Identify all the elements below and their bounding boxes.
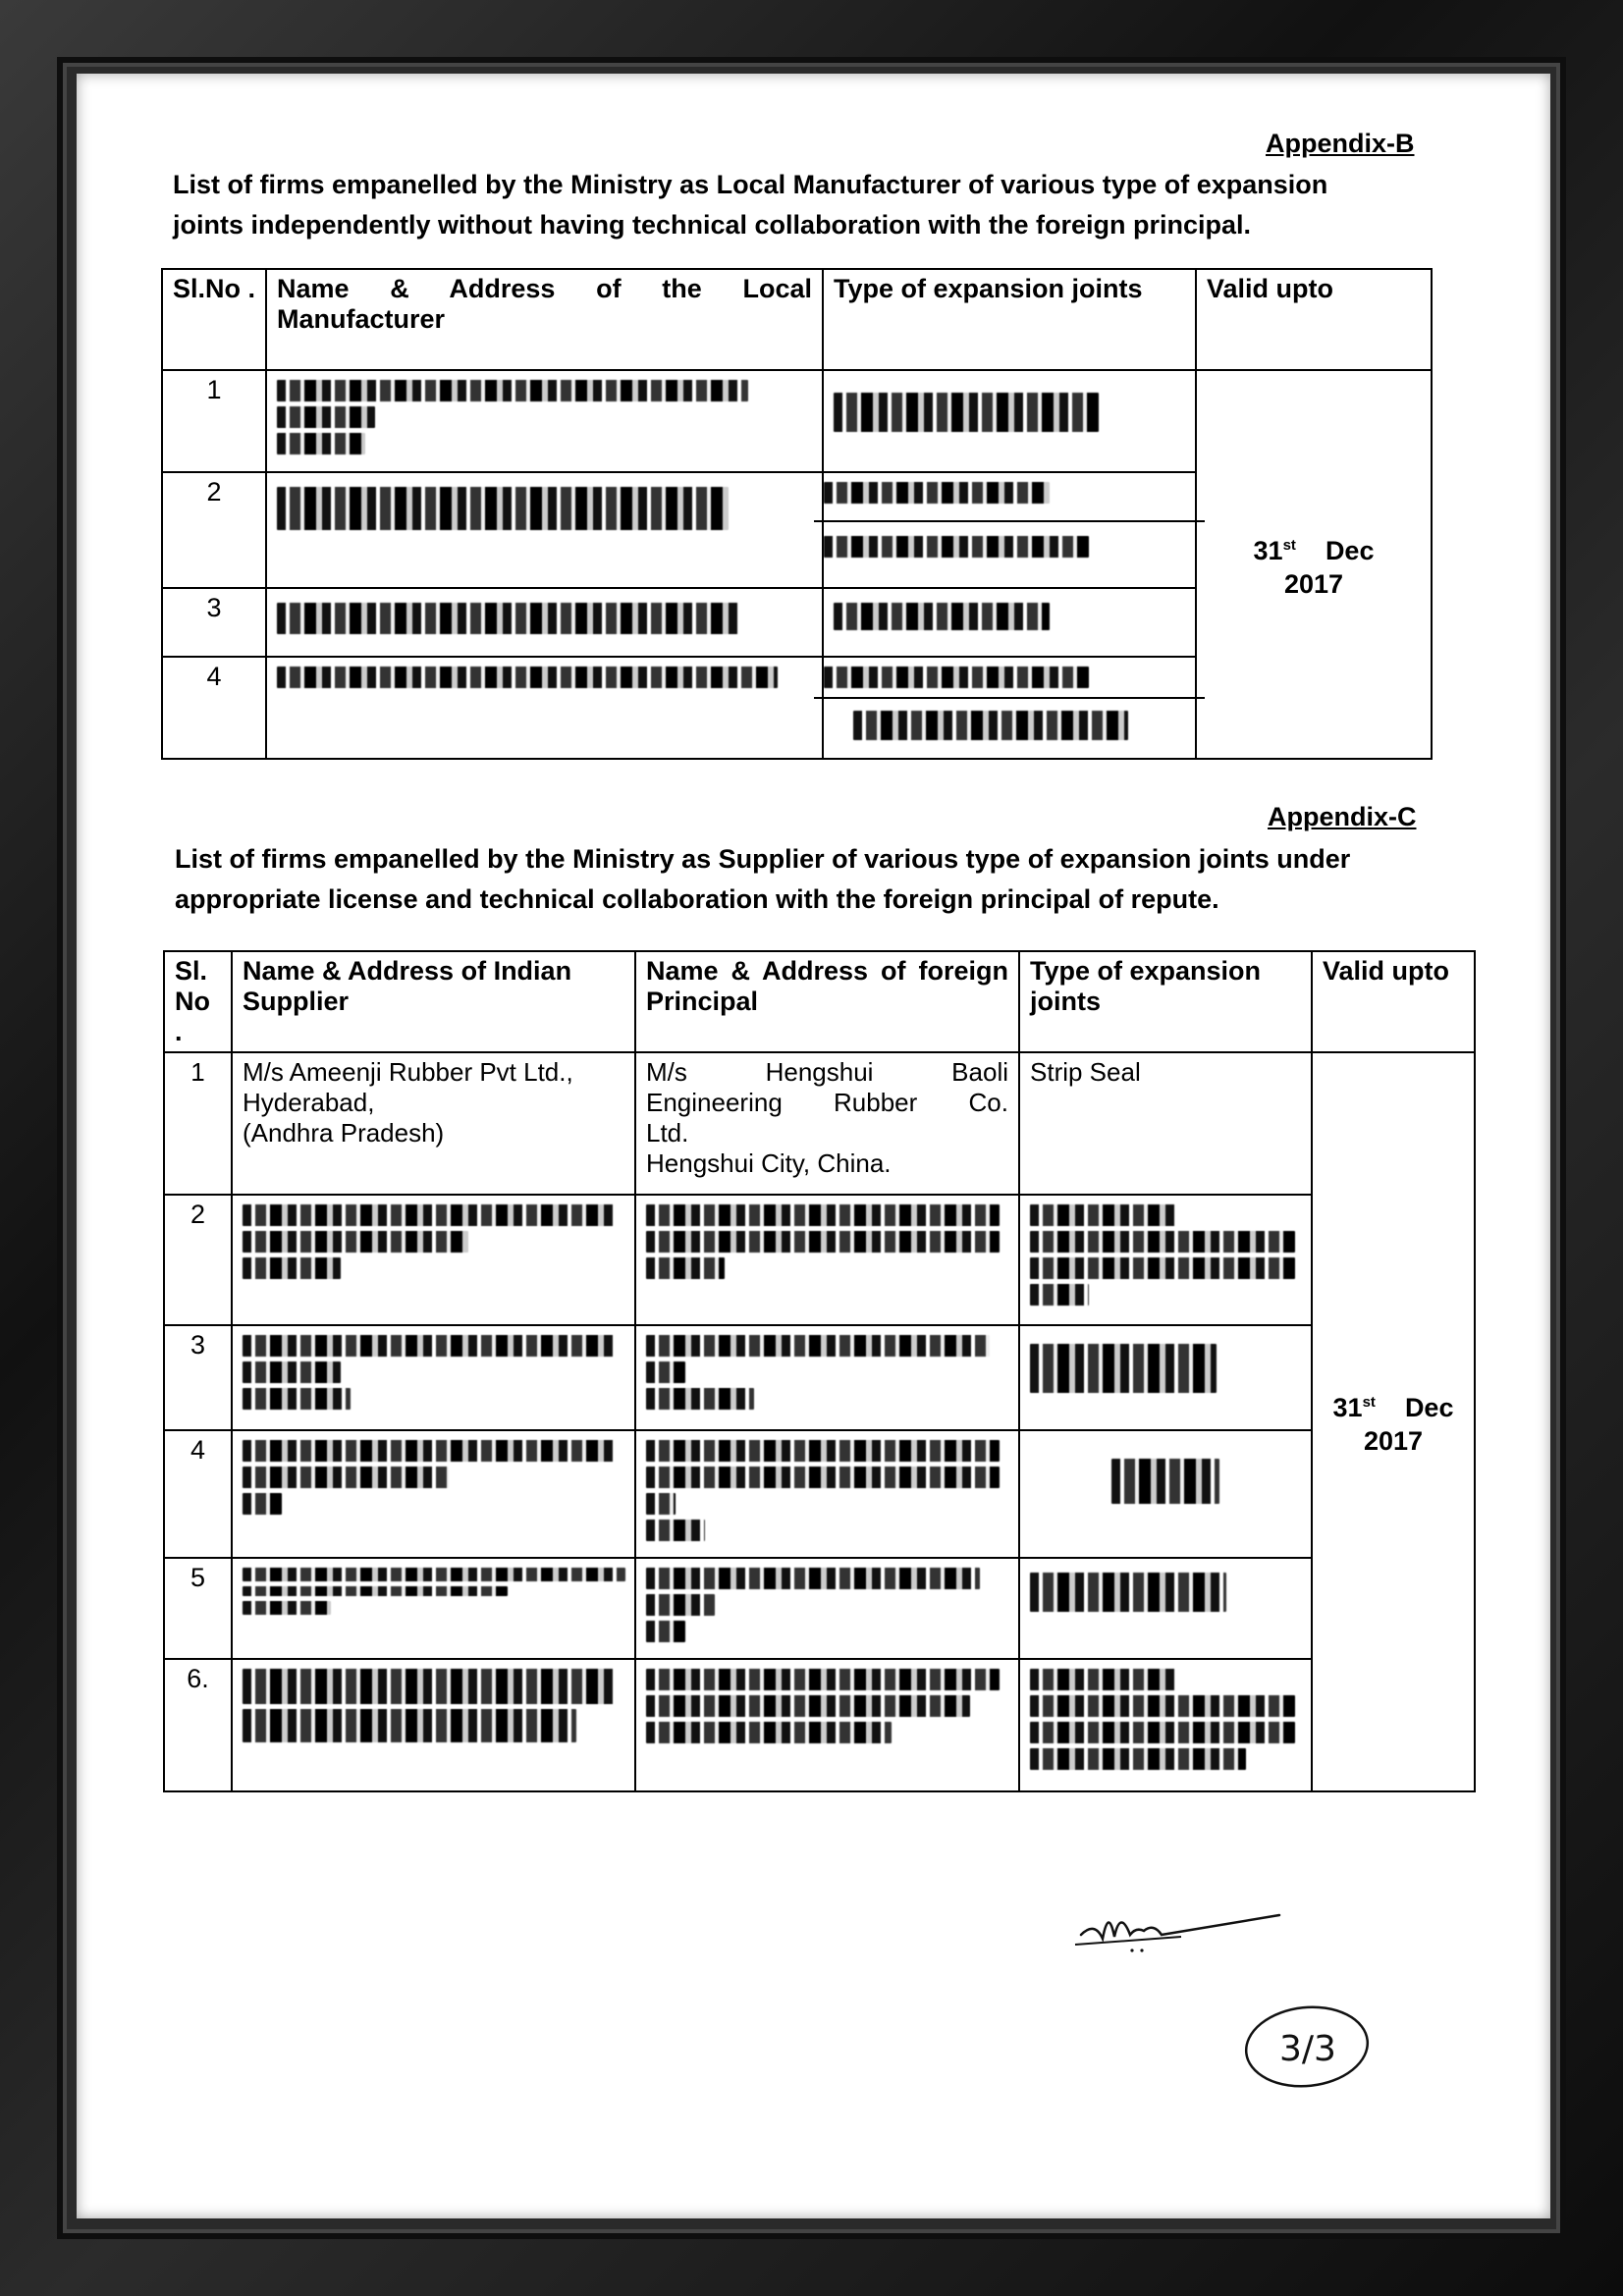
redaction-bar — [646, 1520, 705, 1541]
redaction-bar — [243, 1362, 341, 1383]
redaction-bar — [1030, 1231, 1295, 1253]
redaction-bar — [1030, 1204, 1177, 1226]
redaction-bar — [1030, 1573, 1226, 1612]
redacted-manufacturer — [266, 588, 823, 657]
redacted-supplier — [232, 1558, 635, 1659]
redacted-supplier — [232, 1430, 635, 1558]
header-valid-upto: Valid upto — [1196, 269, 1432, 370]
redaction-bar — [646, 1669, 1000, 1690]
foreign-line: M/s Hengshui Baoli — [646, 1057, 1008, 1087]
redaction-bar — [824, 536, 1089, 558]
row-sl: 4 — [162, 657, 266, 759]
row-sl: 5 — [164, 1558, 232, 1659]
table-row — [164, 1659, 1475, 1791]
header-type-of-joints: Type of expansion joints — [823, 269, 1196, 370]
valid-month: Dec — [1325, 535, 1375, 565]
appendix-b-intro-line1: List of firms empanelled by the Ministry as Local Manufacturer of various type of expansion — [173, 170, 1328, 199]
split-joint-cell — [823, 657, 1196, 759]
supplier-line: M/s Ameenji Rubber Pvt Ltd., — [243, 1057, 573, 1087]
valid-year: 2017 — [1363, 1426, 1424, 1456]
redacted-supplier — [232, 1325, 635, 1430]
appendix-c-intro — [175, 839, 1549, 920]
redaction-bar — [646, 1440, 1000, 1462]
redaction-bar — [1030, 1695, 1295, 1717]
redaction-bar — [646, 1388, 754, 1410]
row-sl: 3 — [164, 1325, 232, 1430]
valid-month: Dec — [1404, 1393, 1454, 1422]
redacted-joint-type — [1019, 1430, 1312, 1558]
redaction-bar — [243, 1586, 508, 1596]
redacted-manufacturer — [266, 657, 823, 759]
redacted-joint-type — [814, 699, 1205, 756]
redacted-joint-type — [823, 588, 1196, 657]
redaction-bar — [834, 603, 1050, 630]
table-row — [164, 1430, 1475, 1558]
redaction-bar — [1030, 1669, 1177, 1690]
redaction-bar — [243, 1493, 282, 1515]
redaction-bar — [243, 1257, 341, 1279]
redacted-foreign — [635, 1325, 1019, 1430]
redaction-bar — [1030, 1748, 1246, 1770]
joint-type: Strip Seal — [1019, 1052, 1312, 1195]
redaction-bar — [1111, 1459, 1219, 1504]
appendix-b-intro — [173, 165, 1508, 245]
handwritten-signature — [1073, 1888, 1299, 1956]
table-row — [164, 1052, 1475, 1195]
indian-supplier — [232, 1052, 635, 1195]
header-sl-no: Sl. No . — [164, 951, 232, 1052]
supplier-line: (Andhra Pradesh) — [243, 1118, 445, 1148]
valid-year: 2017 — [1283, 568, 1344, 599]
redaction-bar — [277, 380, 748, 401]
redaction-bar — [853, 711, 1128, 740]
redaction-bar — [243, 1669, 616, 1704]
redacted-foreign — [635, 1558, 1019, 1659]
redaction-bar — [1030, 1722, 1295, 1743]
stamp-text: 3/3 — [1279, 2029, 1336, 2069]
redacted-joint-type — [1019, 1325, 1312, 1430]
row-sl: 2 — [162, 472, 266, 588]
row-sl: 1 — [162, 370, 266, 472]
foreign-principal — [635, 1052, 1019, 1195]
table-row — [164, 1558, 1475, 1659]
foreign-line: Engineering Rubber Co. — [646, 1088, 1008, 1117]
redaction-bar — [646, 1695, 970, 1717]
redaction-bar — [277, 406, 375, 428]
row-sl: 3 — [162, 588, 266, 657]
redacted-joint-type — [1019, 1558, 1312, 1659]
row-sl: 4 — [164, 1430, 232, 1558]
redaction-bar — [646, 1231, 1000, 1253]
header-type-of-joints: Type of expansion joints — [1019, 951, 1312, 1052]
header-foreign-principal — [635, 951, 1019, 1052]
redaction-bar — [646, 1257, 725, 1279]
foreign-line: Ltd. — [646, 1118, 689, 1148]
redacted-foreign — [635, 1659, 1019, 1791]
redaction-bar — [646, 1335, 990, 1357]
redacted-supplier — [232, 1659, 635, 1791]
redaction-bar — [646, 1594, 715, 1616]
redacted-joint-type — [814, 473, 1205, 522]
header-foreign-principal-text: Name & Address of foreign Principal — [646, 956, 1008, 1016]
page-number-stamp — [1240, 1998, 1378, 2096]
header-indian-supplier: Name & Address of Indian Supplier — [232, 951, 635, 1052]
redaction-bar — [1030, 1344, 1217, 1393]
redacted-foreign — [635, 1430, 1019, 1558]
redaction-bar — [646, 1568, 980, 1589]
row-sl: 2 — [164, 1195, 232, 1325]
table-row — [164, 1195, 1475, 1325]
redaction-bar — [646, 1362, 685, 1383]
table-header-row — [164, 951, 1475, 1052]
valid-suffix: st — [1362, 1394, 1376, 1411]
redaction-bar — [243, 1601, 331, 1615]
appendix-c-intro-line1: List of firms empanelled by the Ministry as Supplier of various type of expansion joints under — [175, 844, 1351, 874]
redacted-joint-type — [1019, 1659, 1312, 1791]
header-local-manufacturer-text: Name & Address of the Local Manufacturer — [277, 274, 812, 334]
redacted-supplier — [232, 1195, 635, 1325]
redaction-bar — [243, 1335, 616, 1357]
redaction-bar — [824, 482, 1050, 504]
appendix-b-table — [161, 268, 1433, 760]
redaction-bar — [243, 1709, 576, 1742]
redaction-bar — [243, 1467, 449, 1488]
redaction-bar — [824, 667, 1089, 688]
redacted-manufacturer — [266, 370, 823, 472]
valid-day: 31 — [1332, 1393, 1363, 1422]
appendix-b-valid-upto — [1196, 370, 1432, 759]
redaction-bar — [277, 487, 729, 530]
redaction-bar — [277, 433, 365, 454]
redaction-bar — [277, 667, 778, 688]
valid-date-line1 — [1207, 529, 1421, 567]
row-sl: 6. — [164, 1659, 232, 1791]
redacted-joint-type — [1019, 1195, 1312, 1325]
valid-suffix: st — [1282, 536, 1296, 554]
foreign-line: Hengshui City, China. — [646, 1148, 892, 1178]
redaction-bar — [646, 1493, 676, 1515]
appendix-c-intro-line2: appropriate license and technical collaboration with the foreign principal of repute. — [175, 884, 1219, 914]
redaction-bar — [243, 1388, 351, 1410]
header-valid-upto: Valid upto — [1312, 951, 1475, 1052]
redaction-bar — [646, 1621, 685, 1642]
supplier-line: Hyderabad, — [243, 1088, 375, 1117]
redaction-bar — [277, 603, 738, 634]
header-local-manufacturer — [266, 269, 823, 370]
split-joint-cell — [823, 472, 1196, 588]
redaction-bar — [646, 1467, 1000, 1488]
redaction-bar — [243, 1568, 625, 1581]
valid-day: 31 — [1253, 535, 1283, 565]
table-header-row — [162, 269, 1432, 370]
appendix-c-table — [163, 950, 1476, 1792]
table-row — [162, 370, 1432, 472]
header-sl-no: Sl.No . — [162, 269, 266, 370]
row-sl: 1 — [164, 1052, 232, 1195]
appendix-c-valid-upto — [1312, 1052, 1475, 1791]
redaction-bar — [243, 1204, 616, 1226]
appendix-b-intro-line2: joints independently without having technical collaboration with the foreign principal. — [173, 210, 1252, 240]
redaction-bar — [243, 1440, 616, 1462]
redacted-foreign — [635, 1195, 1019, 1325]
redaction-bar — [834, 393, 1099, 432]
valid-date-line1 — [1323, 1386, 1464, 1424]
redacted-joint-type — [814, 522, 1205, 587]
redaction-bar — [646, 1722, 892, 1743]
table-row — [164, 1325, 1475, 1430]
appendix-b-heading: Appendix-B — [1266, 129, 1415, 158]
redacted-manufacturer — [266, 472, 823, 588]
redacted-joint-type — [814, 658, 1205, 699]
redacted-joint-type — [823, 370, 1196, 472]
redaction-bar — [646, 1204, 1000, 1226]
document-page — [77, 74, 1550, 2218]
redaction-bar — [243, 1231, 468, 1253]
redaction-bar — [1030, 1284, 1089, 1306]
redaction-bar — [1030, 1257, 1295, 1279]
appendix-c-heading: Appendix-C — [1268, 802, 1417, 831]
